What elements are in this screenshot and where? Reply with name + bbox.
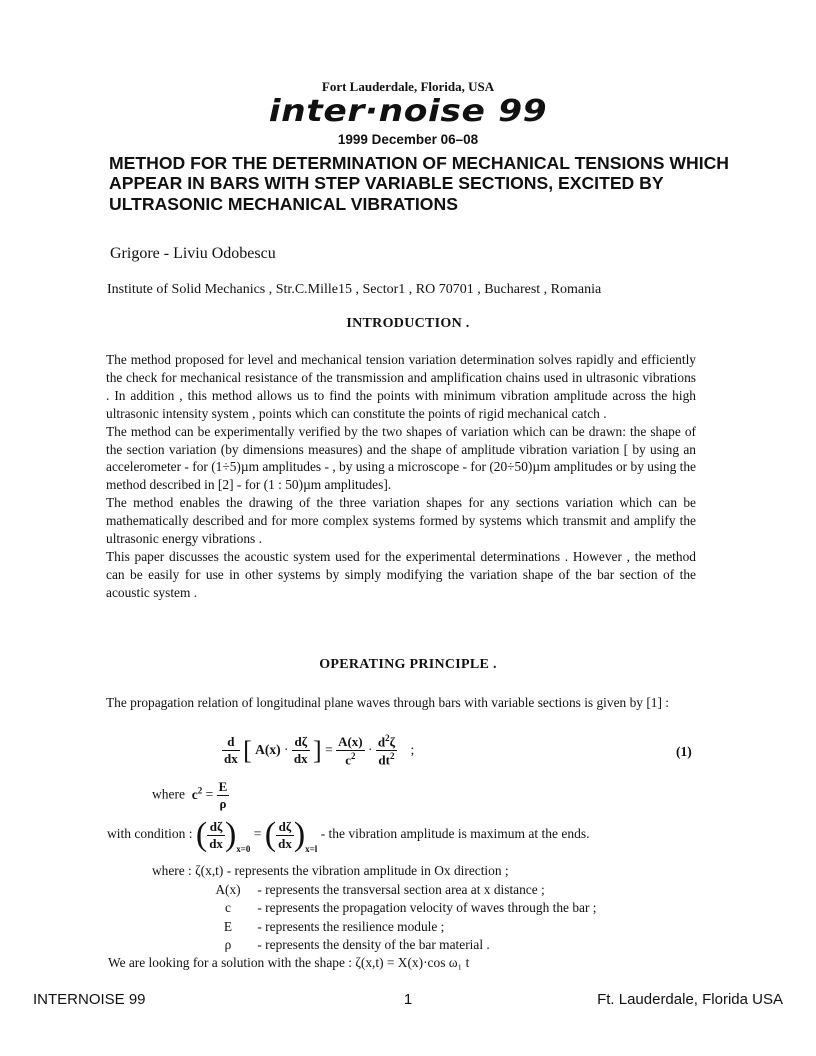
where-defs-label: where : (152, 863, 192, 878)
introduction-heading: INTRODUCTION . (346, 316, 470, 331)
definition-row (152, 936, 596, 955)
definition-row (152, 862, 596, 881)
symbol-definitions (152, 862, 596, 955)
internoise-logo: inter·noise 99 (268, 94, 548, 129)
definition-symbol: ρ (224, 937, 232, 953)
footer-location: Ft. Lauderdale, Florida USA (597, 991, 783, 1008)
operating-principle-heading: OPERATING PRINCIPLE . (319, 657, 497, 672)
intro-paragraph-1: The method proposed for level and mechanical tension variation determination solves rapidly and efficiently the check for mechanical resistance of the transmission and amplification chains used in ultrasonic vibrations . In addition , this method allows us to find the points with minimum vibration amplitude across the high ultrasonic intensity system , points which can constitute the points of rigid mechanical catch . (106, 352, 696, 421)
where-label: where (152, 786, 185, 802)
definition-symbol: ζ(x,t) (195, 863, 224, 878)
paper-author: Grigore - Liviu Odobescu (110, 245, 276, 262)
definition-text: - represents the transversal section area at x distance ; (257, 881, 545, 897)
definition-row (152, 918, 596, 937)
definition-text: - represents the density of the bar material . (257, 937, 490, 953)
paper-title: METHOD FOR THE DETERMINATION OF MECHANICAL TENSIONS WHICH APPEAR IN BARS WITH STEP VARIABLE SECTIONS, EXCITED BY ULTRASONIC MECHANICAL VIBRATIONS (109, 153, 729, 214)
operating-principle-intro: The propagation relation of longitudinal plane waves through bars with variable sections is given by [1] : (106, 695, 670, 710)
wave-speed-definition: where $c^2$ = $\frac{E}{\rho}$ (152, 779, 228, 811)
definition-text: - represents the propagation velocity of waves through the bar ; (257, 900, 597, 916)
definition-symbol: A(x) (215, 881, 241, 897)
footer-conference: INTERNOISE 99 (33, 991, 146, 1008)
conference-location: Fort Lauderdale, Florida, USA (321, 79, 495, 94)
definition-text: - represents the resilience module ; (257, 918, 445, 934)
author-affiliation: Institute of Solid Mechanics , Str.C.Mille15 , Sector1 , RO 70701 , Bucharest , Romania (107, 282, 602, 297)
boundary-condition: with condition : ( $\frac{d\zeta}{dx}$ )$_{x=0}$ = ( $\frac{d\zeta}{dx}$ )$_{x=l}$ - the vibration amplitude is maximum at the ends. (107, 816, 590, 855)
condition-label: with condition : (107, 826, 193, 842)
definition-symbol: E (223, 918, 233, 934)
definition-symbol: c (225, 900, 231, 916)
conference-dates: 1999 December 06–08 (337, 132, 479, 147)
introduction-body (106, 351, 696, 602)
definition-row (152, 899, 596, 918)
definition-text: - represents the vibration amplitude in Ox direction ; (226, 863, 509, 878)
equation-number: (1) (676, 744, 692, 759)
solution-shape: We are looking for a solution with the shape : ζ(x,t) = X(x)·cos ω₁ t (108, 955, 470, 970)
intro-paragraph-2: The method can be experimentally verified by the two shapes of variation which can be drawn: the shape of the section variation (by dimensions measures) and the shape of amplitude vibration variation [ by using an accelerometer - for (1÷5)µm amplitudes - , by using a microscope - for (20÷50)µm amplitudes or by using the method described in [2] - for (1 : 50)µm amplitudes]. (106, 423, 696, 493)
definition-row (152, 881, 596, 900)
intro-paragraph-4: This paper discusses the acoustic system used for the experimental determinations . However , the method can be easily for use in other systems by simply modifying the variation shape of the bar section of the acoustic system . (106, 548, 696, 600)
condition-text: - the vibration amplitude is maximum at the ends. (320, 826, 590, 842)
intro-paragraph-3: The method enables the drawing of the three variation shapes for any sections variation which can be mathematically described and for more complex systems formed by systems which transmit and amplify the ultrasonic energy vibrations . (106, 495, 696, 547)
equation-1: $\frac{d}{dx}$ [ A(x) · $\frac{d\zeta}{dx}$ ] = $\frac{A(x)}{c^2}$ · $\frac{d^2\zeta}{dt^2}$ ; (224, 733, 415, 768)
page-number: 1 (403, 991, 413, 1008)
